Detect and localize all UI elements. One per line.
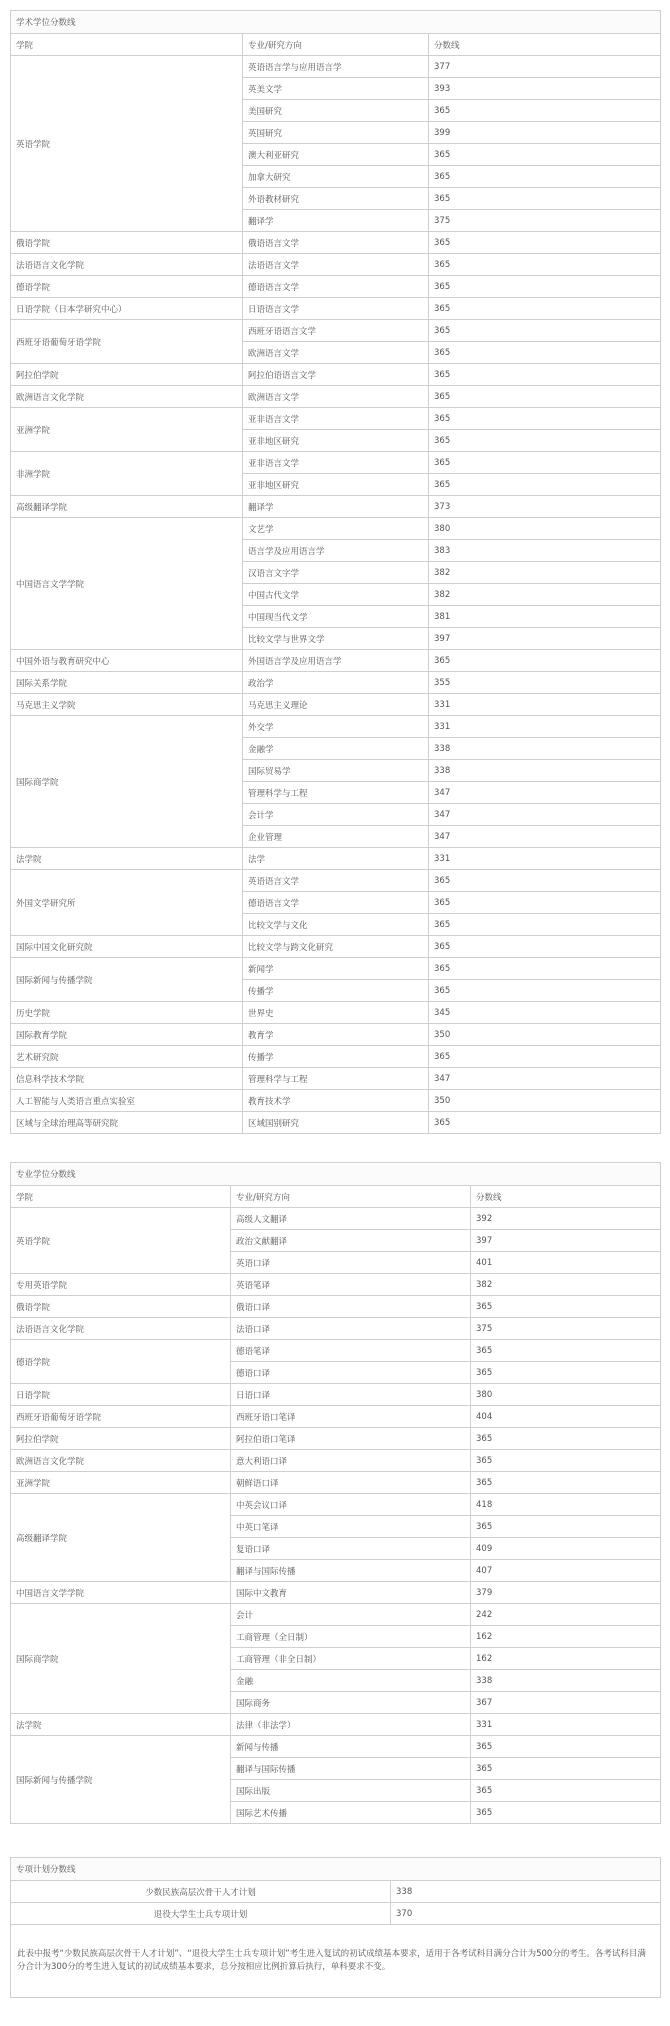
score-cell: 365: [471, 1516, 661, 1538]
major-cell: 意大利语口译: [231, 1450, 471, 1472]
score-cell: 365: [429, 342, 661, 364]
score-cell: 393: [429, 78, 661, 100]
major-cell: 金融学: [243, 738, 429, 760]
college-cell: 法语语言文化学院: [11, 254, 243, 276]
column-header: 学院: [11, 34, 243, 56]
table-row: [11, 232, 661, 254]
college-cell: 中国外语与教育研究中心: [11, 650, 243, 672]
major-cell: 西班牙语语言文学: [243, 320, 429, 342]
major-cell: 政治学: [243, 672, 429, 694]
column-header: 分数线: [471, 1186, 661, 1208]
major-cell: 新闻与传播: [231, 1736, 471, 1758]
table-row: [11, 408, 661, 430]
table-row: [11, 518, 661, 540]
major-cell: 俄语口译: [231, 1296, 471, 1318]
major-cell: 朝鲜语口译: [231, 1472, 471, 1494]
score-cell: 162: [471, 1648, 661, 1670]
major-cell: 国际商务: [231, 1692, 471, 1714]
score-cell: 365: [429, 166, 661, 188]
score-cell: 365: [429, 1112, 661, 1134]
college-cell: 国际关系学院: [11, 672, 243, 694]
college-cell: 外国文学研究所: [11, 870, 243, 936]
score-cell: 383: [429, 540, 661, 562]
major-cell: 阿拉伯语语言文学: [243, 364, 429, 386]
major-cell: 国际艺术传播: [231, 1802, 471, 1824]
score-cell: 418: [471, 1494, 661, 1516]
score-cell: 242: [471, 1604, 661, 1626]
table-row: [11, 1112, 661, 1134]
score-cell: 365: [471, 1802, 661, 1824]
college-cell: 德语学院: [11, 1340, 231, 1384]
score-cell: 331: [429, 694, 661, 716]
table-row: [11, 320, 661, 342]
score-cell: 347: [429, 782, 661, 804]
major-cell: 法语语言文学: [243, 254, 429, 276]
major-cell: 会计学: [243, 804, 429, 826]
table-row: [11, 716, 661, 738]
college-cell: 西班牙语葡萄牙语学院: [11, 1406, 231, 1428]
college-cell: 中国语言文学学院: [11, 518, 243, 650]
major-cell: 德语语言文学: [243, 892, 429, 914]
table-title: 专业学位分数线: [11, 1163, 661, 1186]
major-cell: 马克思主义理论: [243, 694, 429, 716]
major-cell: 翻译学: [243, 210, 429, 232]
major-cell: 教育技术学: [243, 1090, 429, 1112]
major-cell: 新闻学: [243, 958, 429, 980]
score-cell: 338: [471, 1670, 661, 1692]
score-cell: 382: [471, 1274, 661, 1296]
score-cell: 347: [429, 804, 661, 826]
score-cell: 338: [391, 1881, 661, 1903]
score-cell: 404: [471, 1406, 661, 1428]
score-cell: 375: [471, 1318, 661, 1340]
table-row: [11, 298, 661, 320]
major-cell: 英语笔译: [231, 1274, 471, 1296]
major-cell: 中国古代文学: [243, 584, 429, 606]
table-row: [11, 496, 661, 518]
college-cell: 艺术研究院: [11, 1046, 243, 1068]
major-cell: 比较文学与文化: [243, 914, 429, 936]
table-row: [11, 1406, 661, 1428]
major-cell: 国际中文教育: [231, 1582, 471, 1604]
special-table-title: 专项计划分数线: [11, 1858, 661, 1881]
score-cell: 345: [429, 1002, 661, 1024]
special-plan-note: 此表中报考“少数民族高层次骨干人才计划”、“退役大学生士兵专项计划”考生进入复试的初试成绩基本要求，适用于各考试科目满分合计为500分的考生。各考试科目满分合计为300分的考生进入复试的初试成绩基本要求，总分按相应比例折算后执行，单科要求不变。: [11, 1925, 661, 1998]
score-cell: 365: [471, 1428, 661, 1450]
college-cell: 高级翻译学院: [11, 496, 243, 518]
score-cell: 399: [429, 122, 661, 144]
score-cell: 365: [429, 298, 661, 320]
table-row: [11, 1046, 661, 1068]
table-row: [11, 56, 661, 78]
table-row: [11, 1428, 661, 1450]
score-cell: 350: [429, 1090, 661, 1112]
table-row: [11, 254, 661, 276]
major-cell: 外语教材研究: [243, 188, 429, 210]
table-row: [11, 276, 661, 298]
major-cell: 工商管理（非全日制）: [231, 1648, 471, 1670]
score-cell: 409: [471, 1538, 661, 1560]
college-cell: 法学院: [11, 1714, 231, 1736]
major-cell: 政治文献翻译: [231, 1230, 471, 1252]
score-cell: 365: [429, 870, 661, 892]
score-cell: 365: [471, 1296, 661, 1318]
professional-score-table: [10, 1162, 661, 1824]
score-cell: 382: [429, 584, 661, 606]
score-cell: 365: [429, 914, 661, 936]
plan-name: 退役大学生士兵专项计划: [11, 1903, 391, 1925]
college-cell: 信息科学技术学院: [11, 1068, 243, 1090]
college-cell: 英语学院: [11, 1208, 231, 1274]
major-cell: 区域国别研究: [243, 1112, 429, 1134]
major-cell: 文艺学: [243, 518, 429, 540]
score-cell: 381: [429, 606, 661, 628]
major-cell: 加拿大研究: [243, 166, 429, 188]
table-row: [11, 1903, 661, 1925]
score-cell: 401: [471, 1252, 661, 1274]
college-cell: 俄语学院: [11, 232, 243, 254]
score-cell: 397: [471, 1230, 661, 1252]
major-cell: 金融: [231, 1670, 471, 1692]
table-row: [11, 650, 661, 672]
academic-score-table: [10, 10, 661, 1134]
major-cell: 英语语言文学: [243, 870, 429, 892]
score-cell: 331: [429, 848, 661, 870]
major-cell: 翻译学: [243, 496, 429, 518]
score-cell: 162: [471, 1626, 661, 1648]
college-cell: 日语学院（日本学研究中心）: [11, 298, 243, 320]
college-cell: 亚洲学院: [11, 1472, 231, 1494]
major-cell: 教育学: [243, 1024, 429, 1046]
college-cell: 专用英语学院: [11, 1274, 231, 1296]
major-cell: 工商管理（全日制）: [231, 1626, 471, 1648]
score-cell: 365: [429, 650, 661, 672]
table-row: [11, 1002, 661, 1024]
table-row: [11, 694, 661, 716]
score-cell: 365: [471, 1362, 661, 1384]
major-cell: 企业管理: [243, 826, 429, 848]
major-cell: 德语口译: [231, 1362, 471, 1384]
table-row: [11, 1582, 661, 1604]
table-row: [11, 936, 661, 958]
college-cell: 亚洲学院: [11, 408, 243, 452]
table-row: [11, 1472, 661, 1494]
college-cell: 国际教育学院: [11, 1024, 243, 1046]
major-cell: 欧洲语言文学: [243, 342, 429, 364]
college-cell: 人工智能与人类语言重点实验室: [11, 1090, 243, 1112]
table-row: [11, 1881, 661, 1903]
major-cell: 英国研究: [243, 122, 429, 144]
table-row: [11, 1274, 661, 1296]
score-cell: 379: [471, 1582, 661, 1604]
college-cell: 阿拉伯学院: [11, 1428, 231, 1450]
table-row: [11, 1068, 661, 1090]
score-cell: 365: [429, 474, 661, 496]
major-cell: 亚非语言文学: [243, 452, 429, 474]
table-row: [11, 1450, 661, 1472]
table-row: [11, 870, 661, 892]
college-cell: 德语学院: [11, 276, 243, 298]
score-cell: 377: [429, 56, 661, 78]
major-cell: 亚非语言文学: [243, 408, 429, 430]
major-cell: 德语笔译: [231, 1340, 471, 1362]
score-cell: 338: [429, 738, 661, 760]
major-cell: 美国研究: [243, 100, 429, 122]
college-cell: 马克思主义学院: [11, 694, 243, 716]
special-plan-table: [10, 1857, 661, 1998]
major-cell: 法学: [243, 848, 429, 870]
score-cell: 365: [429, 364, 661, 386]
major-cell: 会计: [231, 1604, 471, 1626]
college-cell: 国际新闻与传播学院: [11, 1736, 231, 1824]
score-cell: 365: [429, 936, 661, 958]
table-row: [11, 1604, 661, 1626]
score-cell: 365: [429, 408, 661, 430]
table-row: [11, 1384, 661, 1406]
score-cell: 365: [429, 386, 661, 408]
major-cell: 汉语言文字学: [243, 562, 429, 584]
major-cell: 高级人文翻译: [231, 1208, 471, 1230]
score-cell: 365: [471, 1450, 661, 1472]
score-cell: 365: [471, 1736, 661, 1758]
score-cell: 350: [429, 1024, 661, 1046]
major-cell: 传播学: [243, 980, 429, 1002]
score-cell: 331: [429, 716, 661, 738]
score-cell: 365: [471, 1472, 661, 1494]
column-header: 分数线: [429, 34, 661, 56]
college-cell: 俄语学院: [11, 1296, 231, 1318]
score-cell: 347: [429, 1068, 661, 1090]
college-cell: 区域与全球治理高等研究院: [11, 1112, 243, 1134]
score-cell: 380: [471, 1384, 661, 1406]
major-cell: 英语语言学与应用语言学: [243, 56, 429, 78]
score-cell: 365: [429, 980, 661, 1002]
major-cell: 亚非地区研究: [243, 430, 429, 452]
college-cell: 国际中国文化研究院: [11, 936, 243, 958]
college-cell: 高级翻译学院: [11, 1494, 231, 1582]
major-cell: 俄语语言文学: [243, 232, 429, 254]
table-row: [11, 672, 661, 694]
major-cell: 比较文学与跨文化研究: [243, 936, 429, 958]
column-header: 专业/研究方向: [243, 34, 429, 56]
table-row: [11, 848, 661, 870]
college-cell: 欧洲语言文化学院: [11, 386, 243, 408]
table-row: [11, 1736, 661, 1758]
score-cell: 365: [429, 892, 661, 914]
table-row: [11, 1296, 661, 1318]
score-cell: 365: [429, 320, 661, 342]
score-cell: 365: [429, 100, 661, 122]
major-cell: 中英口笔译: [231, 1516, 471, 1538]
score-cell: 373: [429, 496, 661, 518]
major-cell: 澳大利亚研究: [243, 144, 429, 166]
major-cell: 法语口译: [231, 1318, 471, 1340]
college-cell: 非洲学院: [11, 452, 243, 496]
major-cell: 阿拉伯语口笔译: [231, 1428, 471, 1450]
score-cell: 397: [429, 628, 661, 650]
major-cell: 比较文学与世界文学: [243, 628, 429, 650]
table-row: [11, 1024, 661, 1046]
major-cell: 英语口译: [231, 1252, 471, 1274]
college-cell: 历史学院: [11, 1002, 243, 1024]
score-cell: 370: [391, 1903, 661, 1925]
score-cell: 407: [471, 1560, 661, 1582]
table-row: [11, 1714, 661, 1736]
score-cell: 365: [429, 232, 661, 254]
column-header: 专业/研究方向: [231, 1186, 471, 1208]
college-cell: 法学院: [11, 848, 243, 870]
major-cell: 中英会议口译: [231, 1494, 471, 1516]
major-cell: 欧洲语言文学: [243, 386, 429, 408]
college-cell: 西班牙语葡萄牙语学院: [11, 320, 243, 364]
major-cell: 西班牙语口笔译: [231, 1406, 471, 1428]
score-cell: 365: [429, 188, 661, 210]
score-cell: 382: [429, 562, 661, 584]
score-cell: 365: [471, 1780, 661, 1802]
table-row: [11, 958, 661, 980]
major-cell: 翻译与国际传播: [231, 1560, 471, 1582]
header-row: [11, 1186, 661, 1208]
table-row: [11, 1318, 661, 1340]
college-cell: 国际新闻与传播学院: [11, 958, 243, 1002]
college-cell: 欧洲语言文化学院: [11, 1450, 231, 1472]
major-cell: 翻译与国际传播: [231, 1758, 471, 1780]
major-cell: 外国语言学及应用语言学: [243, 650, 429, 672]
table-row: [11, 386, 661, 408]
college-cell: 国际商学院: [11, 716, 243, 848]
score-cell: 347: [429, 826, 661, 848]
score-cell: 392: [471, 1208, 661, 1230]
table-row: [11, 364, 661, 386]
table-row: [11, 1340, 661, 1362]
major-cell: 世界史: [243, 1002, 429, 1024]
score-cell: 365: [429, 1046, 661, 1068]
major-cell: 英美文学: [243, 78, 429, 100]
major-cell: 管理科学与工程: [243, 1068, 429, 1090]
score-cell: 365: [471, 1758, 661, 1780]
major-cell: 中国现当代文学: [243, 606, 429, 628]
major-cell: 国际出版: [231, 1780, 471, 1802]
header-row: [11, 34, 661, 56]
major-cell: 传播学: [243, 1046, 429, 1068]
score-cell: 365: [471, 1340, 661, 1362]
college-cell: 中国语言文学学院: [11, 1582, 231, 1604]
table-row: [11, 1208, 661, 1230]
score-cell: 355: [429, 672, 661, 694]
score-cell: 365: [429, 958, 661, 980]
major-cell: 语言学及应用语言学: [243, 540, 429, 562]
plan-name: 少数民族高层次骨干人才计划: [11, 1881, 391, 1903]
score-cell: 338: [429, 760, 661, 782]
score-cell: 365: [429, 452, 661, 474]
score-cell: 380: [429, 518, 661, 540]
major-cell: 日语口译: [231, 1384, 471, 1406]
column-header: 学院: [11, 1186, 231, 1208]
major-cell: 法律（非法学）: [231, 1714, 471, 1736]
score-cell: 365: [429, 144, 661, 166]
score-cell: 365: [429, 254, 661, 276]
major-cell: 外交学: [243, 716, 429, 738]
major-cell: 复语口译: [231, 1538, 471, 1560]
college-cell: 英语学院: [11, 56, 243, 232]
major-cell: 亚非地区研究: [243, 474, 429, 496]
score-cell: 367: [471, 1692, 661, 1714]
score-cell: 331: [471, 1714, 661, 1736]
score-cell: 365: [429, 430, 661, 452]
major-cell: 国际贸易学: [243, 760, 429, 782]
college-cell: 法语语言文化学院: [11, 1318, 231, 1340]
score-cell: 375: [429, 210, 661, 232]
major-cell: 管理科学与工程: [243, 782, 429, 804]
college-cell: 日语学院: [11, 1384, 231, 1406]
major-cell: 德语语言文学: [243, 276, 429, 298]
college-cell: 阿拉伯学院: [11, 364, 243, 386]
score-cell: 365: [429, 276, 661, 298]
table-row: [11, 1090, 661, 1112]
table-title: 学术学位分数线: [11, 11, 661, 34]
table-row: [11, 452, 661, 474]
table-row: [11, 1494, 661, 1516]
college-cell: 国际商学院: [11, 1604, 231, 1714]
major-cell: 日语语言文学: [243, 298, 429, 320]
